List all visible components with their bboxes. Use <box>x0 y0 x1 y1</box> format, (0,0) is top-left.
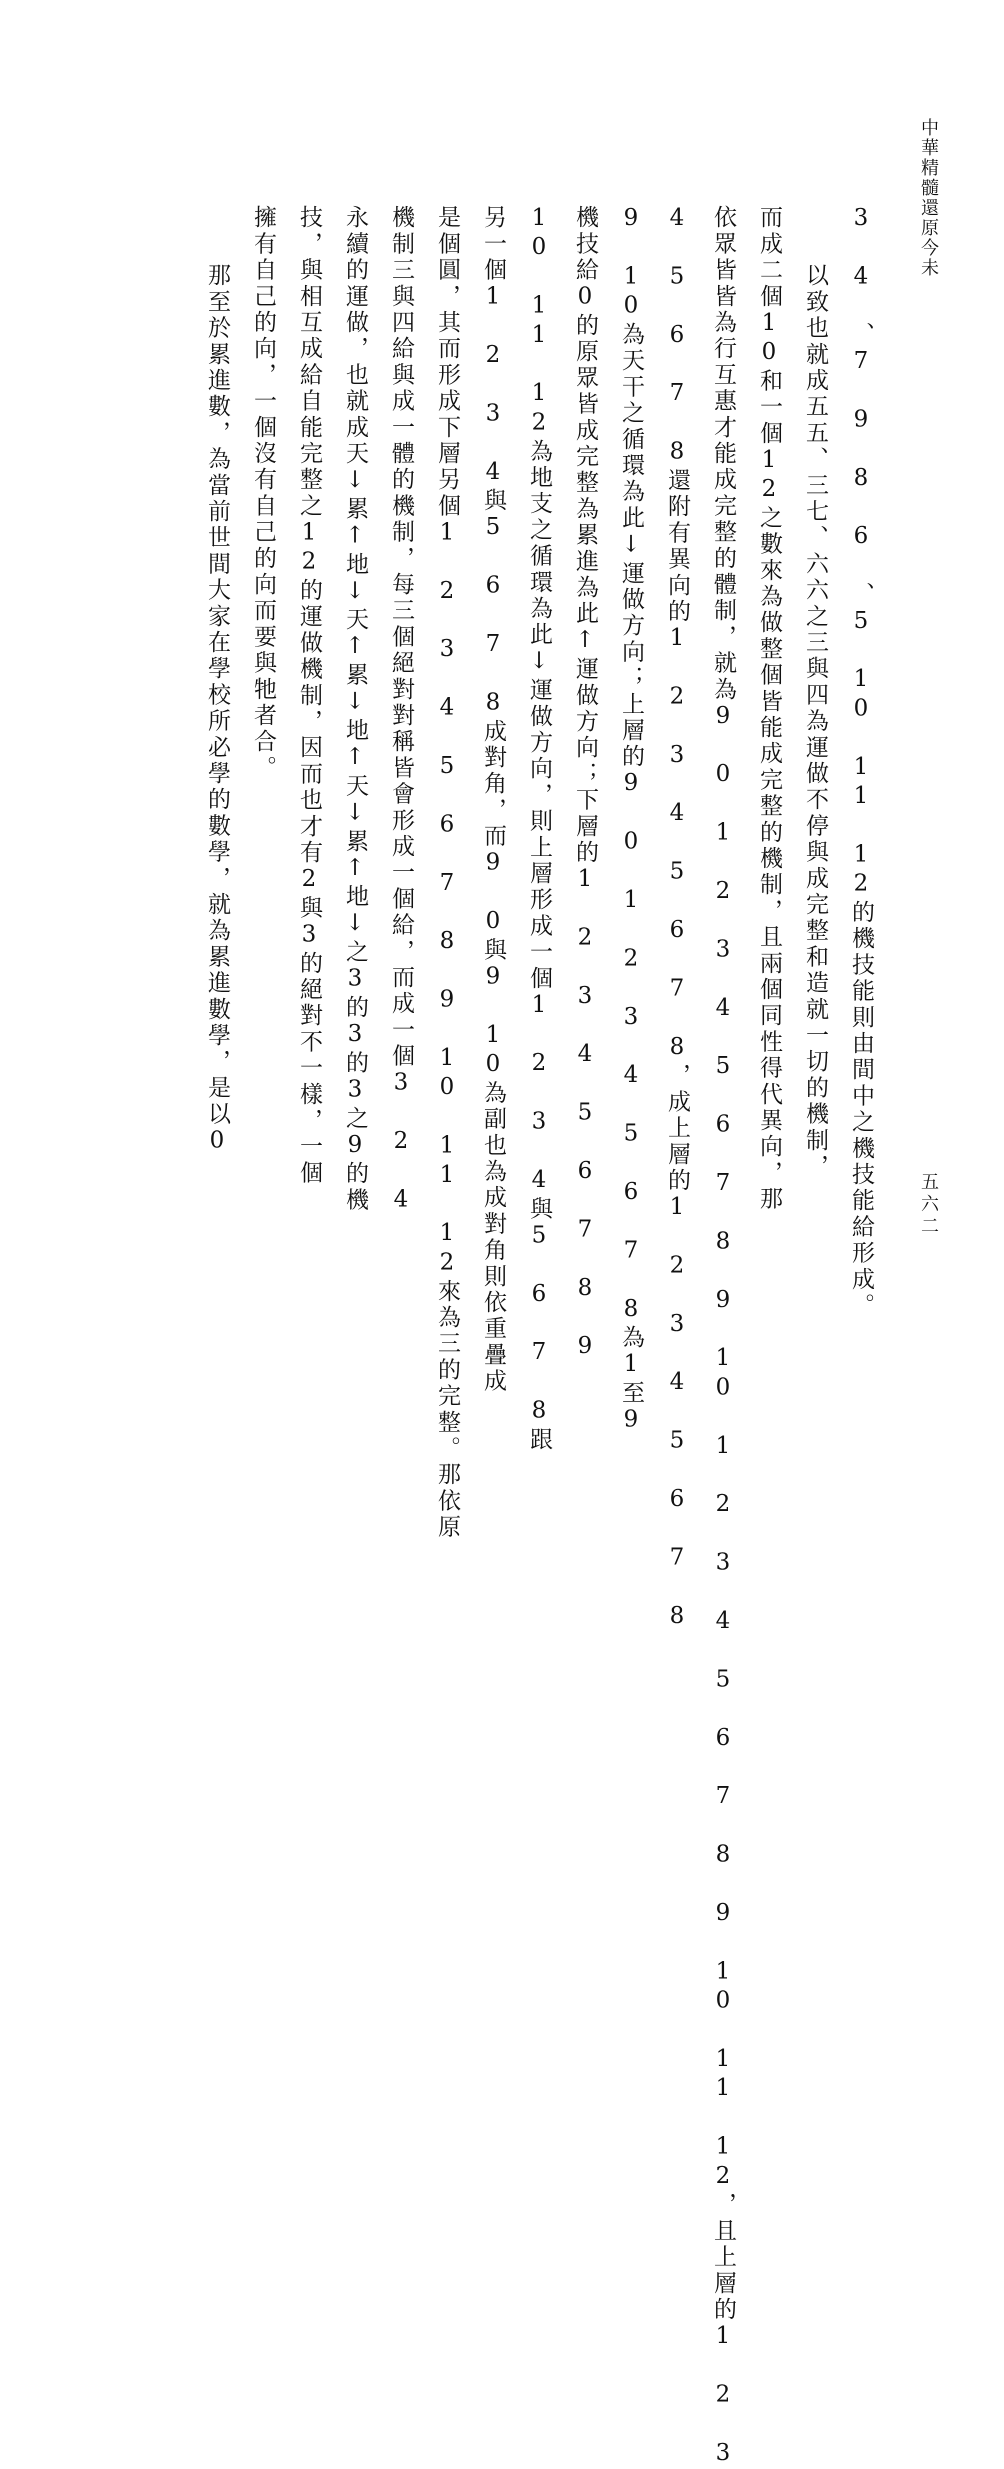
text-line: 另一個1 2 3 4與5 6 7 8成對角，而9 0與9 10為副也為成對角則依重疊成 <box>480 205 506 1395</box>
text-line: 3 4 、7 9 8 6 、5 10 11 12的機技能則由間中之機技能給形成。 <box>848 205 874 1319</box>
text-line: 是個圓，其而形成下層另個1 2 3 4 5 6 7 8 9 10 11 12來為三的完整。那依原 <box>434 205 460 1541</box>
text-line: 10 11 12為地支之循環為此↓運做方向，則上層形成一個1 2 3 4與5 6 7 8跟 <box>526 205 552 1453</box>
text-line: 機制三與四給與成一體的機制，每三個絕對對稱皆會形成一個給，而成一個3 2 4 <box>388 205 414 1216</box>
text-line: 擁有自己的向，一個沒有自己的向而要與牠者合。 <box>250 205 276 782</box>
text-line: 而成二個10和一個12之數來為做整個皆能成完整的機制，且兩個同性得代異向，那 <box>756 205 782 1213</box>
text-line: 4 5 6 7 8還附有異向的1 2 3 4 5 6 7 8，成上層的1 2 3 4 5 6 7 8 <box>664 205 690 1632</box>
text-line: 技，與相互成給自能完整之12的運做機制，因而也才有2與3的絕對不一樣，一個 <box>296 205 322 1187</box>
text-line: 9 10為天干之循環為此↓運做方向；上層的9 0 1 2 3 4 5 6 7 8為1至9 <box>618 205 644 1436</box>
text-line: 永續的運做，也就成天↓累↑地↓天↑累↓地↑天↓累↑地↓之3的3的3之9的機 <box>342 205 368 1214</box>
page-number: 五六二 <box>918 1172 939 1238</box>
body-text <box>164 205 884 2469</box>
text-line: 以致也就成五五、三七、六六之三與四為運做不停與成完整和造就一切的機制， <box>802 263 828 1180</box>
text-line: 依眾皆皆為行互惠才能成完整的體制，就為9 0 1 2 3 4 5 6 7 8 9 10 1 2 3 4 5 6 7 8 9 10 11 12，且上層的1 2 3 <box>710 205 736 2469</box>
text-line: 機技給0的原眾皆成完整為累進為此↑運做方向；下層的1 2 3 4 5 6 7 8 9 <box>572 205 598 1363</box>
text-line: 那至於累進數，為當前世間大家在學校所必學的數學，就為累進數學，是以0 <box>204 263 230 1157</box>
running-title: 中華精髓還原今未 <box>918 118 939 278</box>
